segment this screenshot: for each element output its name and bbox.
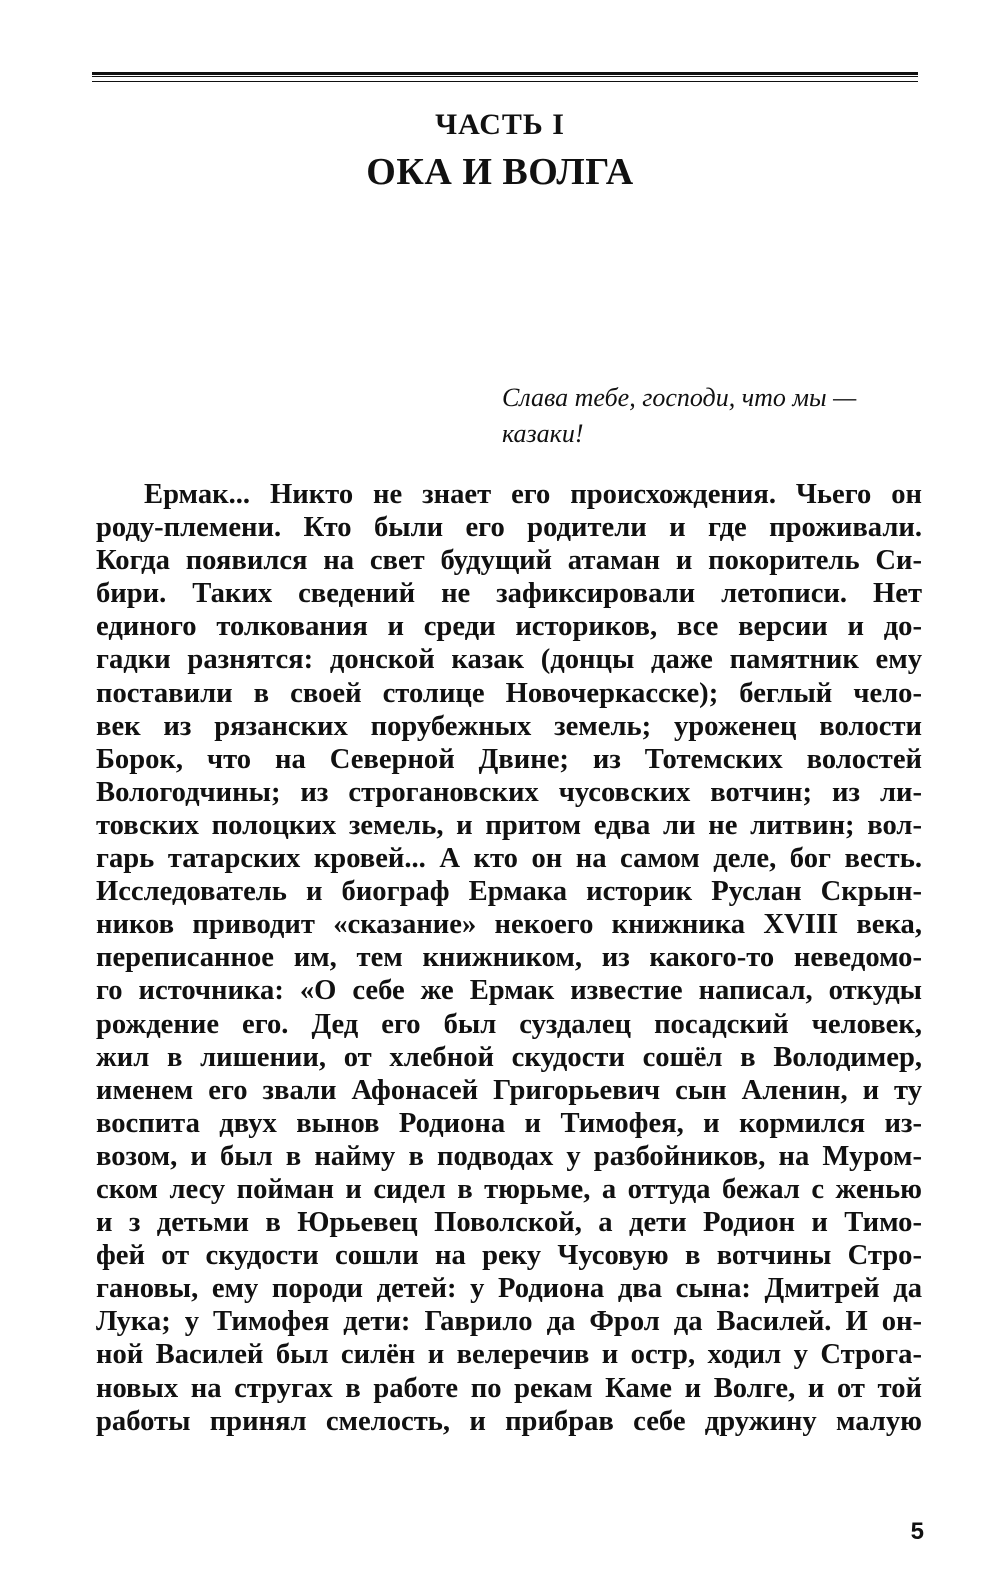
body-line: век из рязанских порубежных земель; уроженец волости bbox=[96, 710, 922, 742]
body-line: переписанное им, тем книжником, из какого-то неведомо- bbox=[96, 942, 922, 974]
body-line: воспита двух вынов Родиона и Тимофея, и кормился из- bbox=[96, 1107, 922, 1139]
body-line: единого толкования и среди историков, все версии и до- bbox=[96, 611, 922, 643]
body-line: Ермак... Никто не знает его происхождения. Чьего он bbox=[144, 479, 922, 510]
body-line: гановы, ему породи детей: у Родиона два сына: Дмитрей да bbox=[96, 1273, 922, 1305]
body-line: Вологодчины; из строгановских чусовских вотчин; из ли- bbox=[96, 776, 922, 808]
body-text bbox=[96, 478, 922, 1438]
body-line: новых на стругах в работе по рекам Каме и Волге, и от той bbox=[96, 1372, 922, 1404]
body-line: бири. Таких сведений не зафиксировали летописи. Нет bbox=[96, 578, 922, 610]
body-line: работы принял смелость, и прибрав себе дружину малую bbox=[96, 1405, 922, 1437]
body-line: товских полоцких земель, и притом едва ли не литвин; вол- bbox=[96, 809, 922, 841]
body-line: жил в лишении, от хлебной скудости сошёл в Володимер, bbox=[96, 1041, 922, 1073]
body-line: рождение его. Дед его был суздалец посадский человек, bbox=[96, 1008, 922, 1040]
body-line: Исследователь и биограф Ермака историк Руслан Скрын- bbox=[96, 876, 922, 908]
body-line: именем его звали Афонасей Григорьевич сын Аленин, и ту bbox=[96, 1074, 922, 1106]
body-line: гарь татарских кровей... А кто он на самом деле, бог весть. bbox=[96, 843, 922, 875]
body-line: ной Василей был силён и велеречив и остр, ходил у Строга- bbox=[96, 1339, 922, 1371]
body-line: и з детьми в Юрьевец Поволской, а дети Родион и Тимо- bbox=[96, 1207, 922, 1239]
body-line: Лука; у Тимофея дети: Гаврило да Фрол да Василей. И он- bbox=[96, 1306, 922, 1338]
body-line: го источника: «О себе же Ермак известие написал, откуды bbox=[96, 975, 922, 1007]
body-line: роду-племени. Кто были его родители и где проживали. bbox=[96, 512, 922, 544]
epigraph bbox=[502, 380, 922, 452]
body-line: Когда появился на свет будущий атаман и покоритель Си- bbox=[96, 545, 922, 577]
top-rule bbox=[92, 72, 918, 77]
body-line: Борок, что на Северной Двине; из Тотемских волостей bbox=[96, 743, 922, 775]
body-line: возом, и был в найму в подводах у разбойников, на Муром- bbox=[96, 1140, 922, 1172]
body-line: гадки разнятся: донской казак (донцы даже памятник ему bbox=[96, 644, 922, 676]
body-line: ников приводит «сказание» некоего книжника XVIII века, bbox=[96, 909, 922, 941]
part-label: ЧАСТЬ I bbox=[435, 108, 565, 141]
epigraph-line: казаки! bbox=[502, 419, 584, 448]
part-title: ОКА И ВОЛГА bbox=[366, 151, 634, 193]
epigraph-line: Слава тебе, господи, что мы — bbox=[502, 383, 857, 412]
body-line: поставили в своей столице Новочеркасске); беглый чело- bbox=[96, 677, 922, 709]
page-number: 5 bbox=[910, 1518, 924, 1545]
body-line: ском лесу пойман и сидел в тюрьме, а оттуда бежал с женью bbox=[96, 1173, 922, 1205]
body-line: фей от скудости сошли на реку Чусовую в вотчины Стро- bbox=[96, 1240, 922, 1272]
